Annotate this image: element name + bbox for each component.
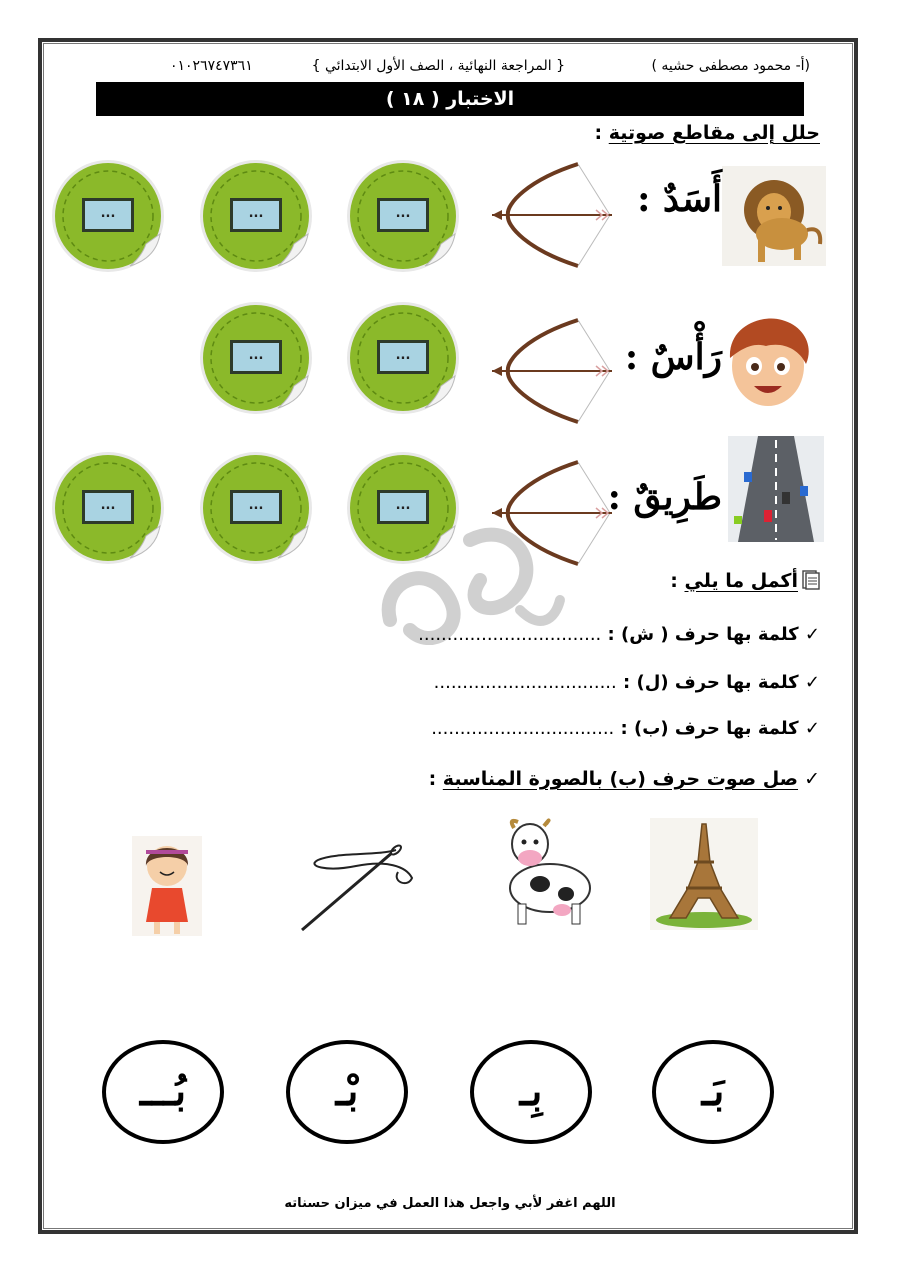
eiffel-tower-image	[650, 818, 758, 930]
bow-arrow-icon	[488, 458, 618, 568]
check-icon: ✓	[798, 768, 820, 790]
section3-instruction-colon: :	[428, 768, 443, 790]
check-icon: ✓	[798, 718, 820, 739]
syllable-box-text: ...	[100, 498, 116, 513]
bow-arrow-icon	[488, 316, 618, 426]
phone-number: ٠١٠٢٦٧٤٧٣٦١	[170, 58, 253, 74]
letter-circle[interactable]	[652, 1040, 774, 1144]
syllable-box-text: ...	[248, 498, 264, 513]
letter-text: بْـ	[335, 1068, 359, 1115]
letter-circle[interactable]	[286, 1040, 408, 1144]
test-title-bar	[96, 82, 804, 116]
syllable-sticker	[50, 450, 166, 566]
complete-line-1	[418, 624, 820, 645]
syllable-sticker	[198, 158, 314, 274]
section1-instruction	[595, 122, 820, 144]
section3-instruction	[429, 768, 820, 790]
syllable-sticker	[345, 158, 461, 274]
complete-line-3-text: كلمة بها حرف (ب) :	[614, 718, 799, 739]
test-title: الاختبار ( ١٨ )	[385, 88, 515, 110]
letter-text: بِـ	[519, 1068, 543, 1115]
syllable-sticker	[198, 300, 314, 416]
syllable-box-text: ...	[395, 206, 411, 221]
footer-dua: اللهم اغفر لأبي واجعل هذا العمل في ميزان حسناته	[284, 1196, 616, 1211]
complete-line-3	[431, 718, 820, 739]
letter-text: بَـ	[701, 1068, 725, 1115]
word-asad: أَسَدٌ :	[637, 178, 722, 220]
syllable-box-text: ...	[100, 206, 116, 221]
complete-line-1-text: كلمة بها حرف ( ش) :	[601, 624, 799, 645]
syllable-sticker	[198, 450, 314, 566]
section2-instruction-text: أكمل ما يلي	[684, 570, 798, 592]
word-raas: رَأْسٌ :	[624, 336, 722, 378]
boy-face-image	[722, 312, 814, 410]
section1-instruction-colon: :	[594, 122, 609, 144]
complete-line-2	[434, 672, 820, 693]
section3-instruction-text: صل صوت حرف (ب) بالصورة المناسبة	[442, 768, 799, 790]
complete-line-2-blank: ................................	[433, 672, 617, 693]
word-tareeq: طَرِيقٌ :	[607, 476, 722, 518]
complete-line-2-text: كلمة بها حرف (ل) :	[616, 672, 799, 693]
syllable-sticker	[50, 158, 166, 274]
road-image	[728, 436, 824, 542]
syllable-sticker	[345, 450, 461, 566]
letter-circle[interactable]	[102, 1040, 224, 1144]
syllable-box-text: ...	[395, 348, 411, 363]
section2-instruction-colon: :	[670, 570, 685, 592]
syllable-box-text: ...	[248, 206, 264, 221]
letter-text: بُـــ	[139, 1068, 187, 1115]
check-icon: ✓	[798, 672, 820, 693]
complete-line-1-blank: ................................	[418, 624, 602, 645]
syllable-box-text: ...	[248, 348, 264, 363]
needle-image	[296, 836, 416, 934]
complete-line-3-blank: ................................	[431, 718, 615, 739]
section1-instruction-text: حلل إلى مقاطع صوتية	[608, 122, 820, 144]
syllable-sticker	[345, 300, 461, 416]
section2-instruction	[670, 570, 820, 592]
review-title: { المراجعة النهائية ، الصف الأول الابتدائي }	[311, 58, 565, 74]
header	[170, 56, 810, 80]
check-icon: ✓	[798, 624, 820, 645]
lion-image	[722, 166, 826, 266]
girl-image	[132, 836, 202, 936]
letter-circle[interactable]	[470, 1040, 592, 1144]
syllable-box-text: ...	[395, 498, 411, 513]
author-name: (أ- محمود مصطفى حشيه )	[651, 58, 810, 74]
document-icon	[802, 570, 820, 590]
cow-image	[500, 814, 598, 928]
bow-arrow-icon	[488, 160, 618, 270]
